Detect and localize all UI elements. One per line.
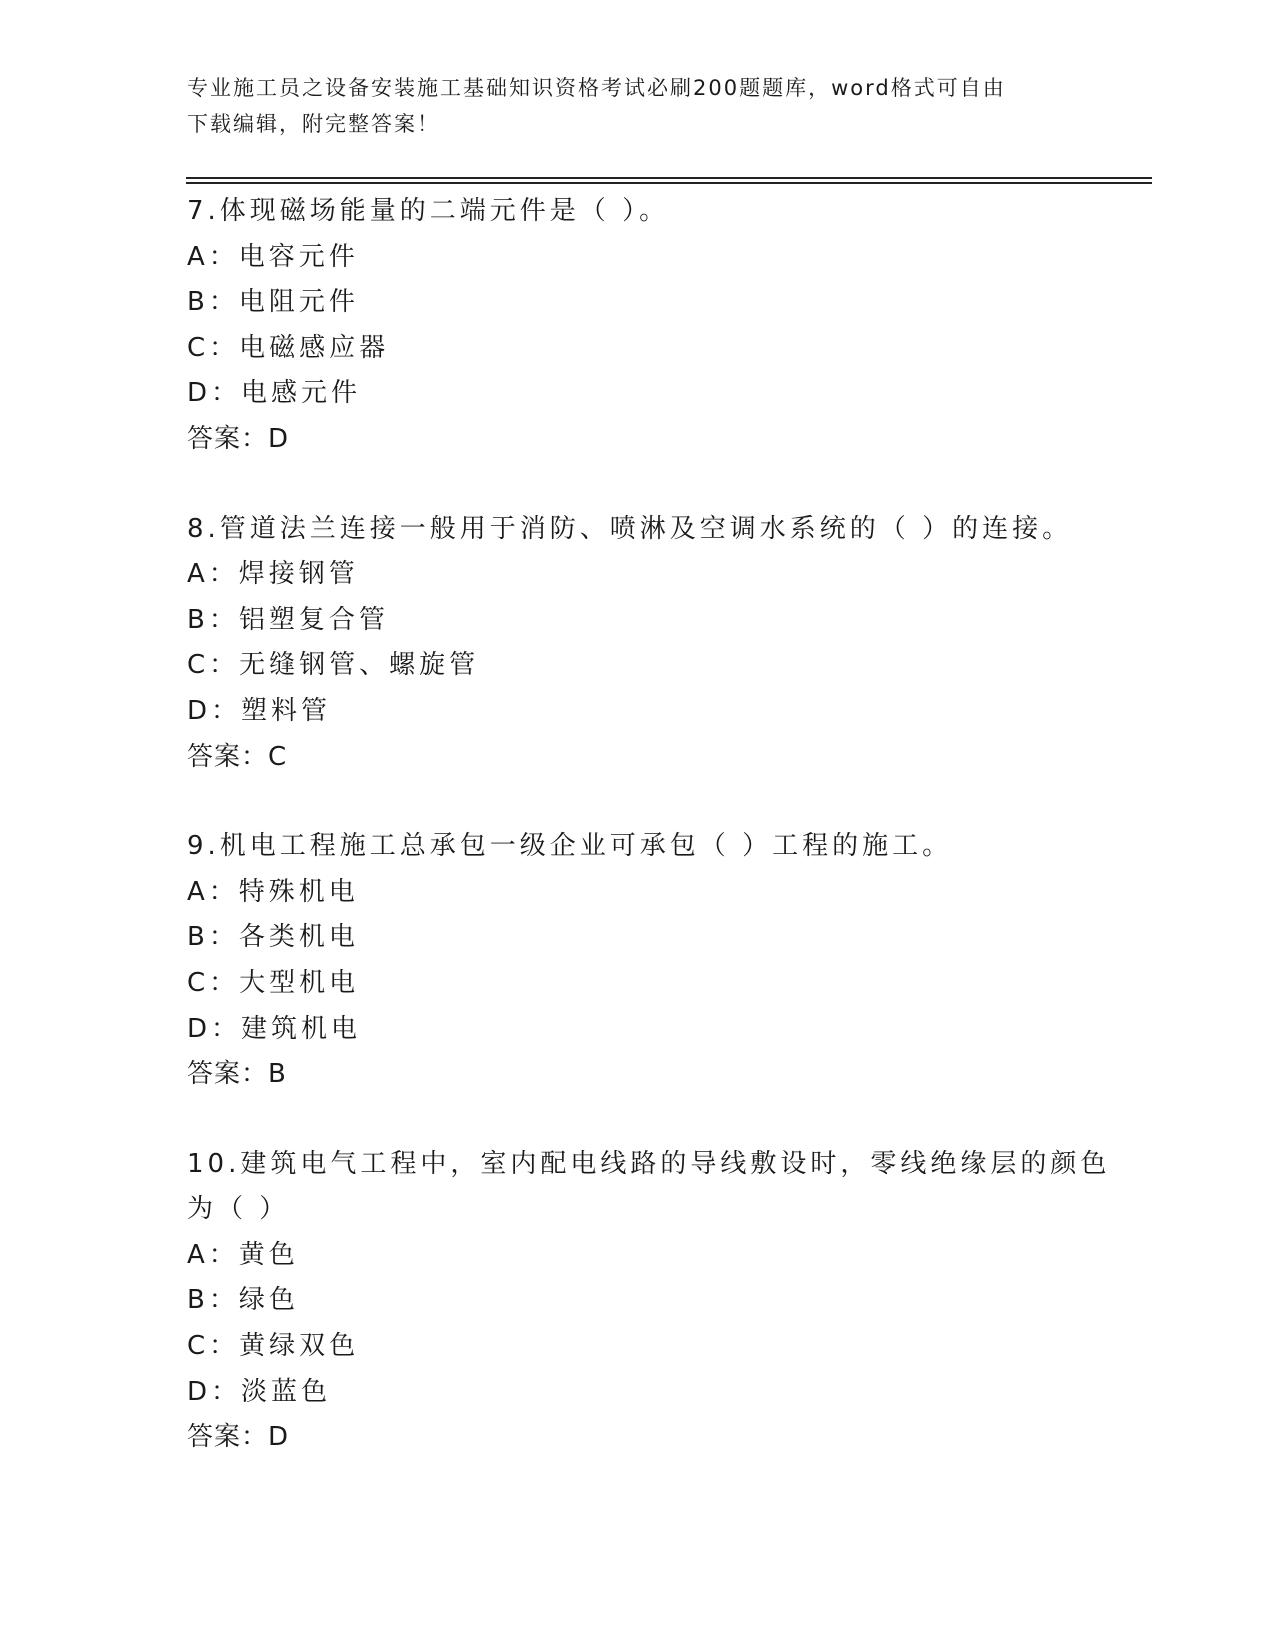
answer-label: 答案：B [187, 1059, 287, 1090]
header-divider-top [186, 177, 1152, 179]
answer-label: 答案：D [187, 423, 290, 454]
option-b: B：各类机电 [187, 922, 359, 953]
question-stem-line-1: 10.建筑电气工程中，室内配电线路的导线敷设时，零线绝缘层的颜色 [187, 1148, 1111, 1179]
option-b: B：电阻元件 [187, 287, 359, 318]
document-header [187, 70, 1067, 142]
option-b: B：铝塑复合管 [187, 604, 389, 635]
answer-label: 答案：C [187, 741, 288, 772]
header-line-2: 下载编辑，附完整答案！ [187, 112, 440, 136]
question-7 [187, 189, 1087, 463]
answer-label: 答案：D [187, 1422, 290, 1453]
question-stem: 7.体现磁场能量的二端元件是（ ）。 [187, 196, 670, 226]
option-a: A：焊接钢管 [187, 559, 359, 590]
option-c: C：无缝钢管、螺旋管 [187, 650, 480, 681]
question-stem: 8.管道法兰连接一般用于消防、喷淋及空调水系统的（ ）的连接。 [187, 513, 1073, 544]
question-10 [187, 1142, 1111, 1461]
option-d: D：淡蓝色 [187, 1376, 332, 1407]
option-c: C：大型机电 [187, 967, 360, 998]
question-stem: 9.机电工程施工总承包一级企业可承包（ ）工程的施工。 [187, 831, 953, 862]
header-line-1: 专业施工员之设备安装施工基础知识资格考试必刷200题题库，word格式可自由 [187, 76, 1006, 100]
question-list [187, 189, 1111, 1505]
header-divider-bottom [186, 182, 1152, 184]
question-9 [187, 824, 1087, 1098]
option-a: A：特殊机电 [187, 876, 359, 907]
option-c: C：黄绿双色 [187, 1331, 360, 1362]
option-a: A：电容元件 [187, 241, 359, 272]
option-a: A：黄色 [187, 1239, 299, 1270]
option-d: D：塑料管 [187, 695, 332, 726]
option-b: B：绿色 [187, 1285, 299, 1316]
option-c: C：电磁感应器 [187, 332, 390, 363]
option-d: D：电感元件 [187, 378, 362, 409]
question-stem-line-2: 为（ ） [187, 1194, 290, 1225]
option-d: D：建筑机电 [187, 1013, 362, 1044]
question-8 [187, 507, 1087, 781]
